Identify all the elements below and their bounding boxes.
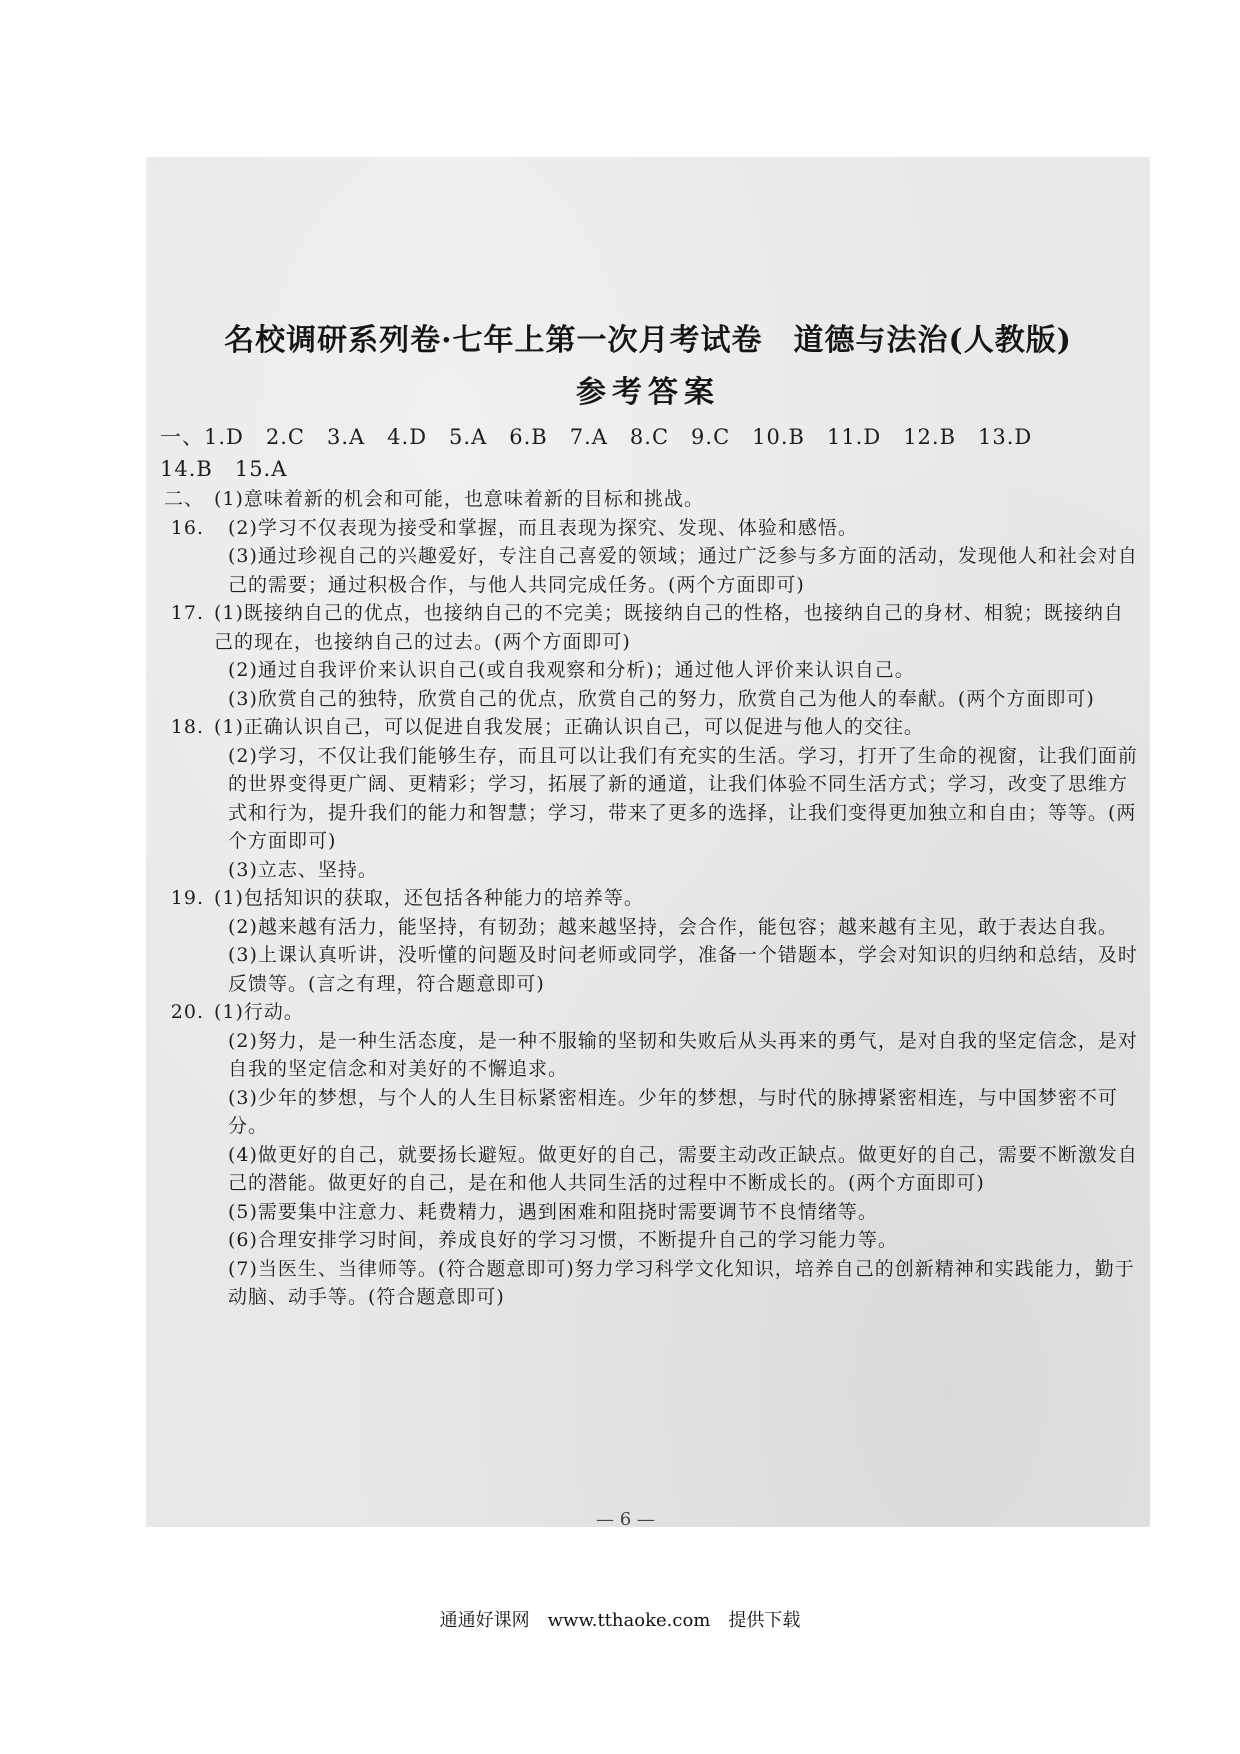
question-answer-body — [214, 485, 1150, 599]
answer-part: (1)行动。 — [214, 1001, 304, 1023]
question-answer-body — [214, 998, 1150, 1312]
answer-part: (1)包括知识的获取，还包括各种能力的培养等。 — [214, 887, 644, 909]
choice-answers-line-1: 一、1.D 2.C 3.A 4.D 5.A 6.B 7.A 8.C 9.C 10.B 11.D 12.B 13.D — [160, 425, 1033, 449]
answer-part: (2)通过自我评价来认识自己(或自我观察和分析)；通过他人评价来认识自己。 — [228, 659, 915, 681]
question-number: 19. — [170, 887, 204, 909]
answer-part: (6)合理安排学习时间，养成良好的学习习惯，不断提升自己的学习能力等。 — [228, 1229, 898, 1251]
question-number: 二、16. — [163, 488, 204, 539]
answer-part: (3)少年的梦想，与个人的人生目标紧密相连。少年的梦想，与时代的脉搏紧密相连，与中国梦密不可分。 — [228, 1086, 1118, 1137]
answer-question — [160, 884, 1150, 998]
answer-question — [160, 599, 1150, 713]
answer-part: (3)立志、坚持。 — [228, 858, 378, 881]
answer-part: (3)上课认真听讲，没听懂的问题及时问老师或同学，准备一个错题本，学会对知识的归纳和总结，及时反馈等。(言之有理，符合题意即可) — [228, 944, 1138, 995]
answer-question — [160, 485, 1150, 599]
answer-part: (4)做更好的自己，就要扬长避短。做更好的自己，需要主动改正缺点。做更好的自己，需要不断激发自己的潜能。做更好的自己，是在和他人共同生活的过程中不断成长的。(两个方面即可) — [228, 1143, 1138, 1194]
answer-part: (1)正确认识自己，可以促进自我发展；正确认识自己，可以促进与他人的交往。 — [214, 716, 924, 738]
answer-part: (3)欣赏自己的独特，欣赏自己的优点，欣赏自己的努力，欣赏自己为他人的奉献。(两个方面即可) — [228, 687, 1095, 710]
answer-part: (5)需要集中注意力、耗费精力，遇到困难和阻挠时需要调节不良情绪等。 — [228, 1200, 878, 1223]
answer-part: (1)意味着新的机会和可能，也意味着新的目标和挑战。 — [214, 488, 704, 510]
page-number: — 6 — — [596, 1509, 655, 1527]
question-answer-body — [214, 713, 1150, 884]
choice-answers-line-2: 14.B 15.A — [160, 457, 288, 481]
answer-list — [160, 485, 1150, 1312]
scanned-answer-sheet — [146, 157, 1150, 1527]
answer-part: (2)努力，是一种生活态度，是一种不服输的坚韧和失败后从头再来的勇气，是对自我的坚定信念，是对自我的坚定信念和对美好的不懈追求。 — [228, 1029, 1138, 1080]
question-number: 17. — [170, 602, 204, 624]
answer-part: (1)既接纳自己的优点，也接纳自己的不完美；既接纳自己的性格，也接纳自己的身材、相貌；既接纳自己的现在，也接纳自己的过去。(两个方面即可) — [214, 602, 1124, 653]
question-answer-body — [214, 884, 1150, 998]
question-number: 18. — [170, 716, 204, 738]
answer-part: (3)通过珍视自己的兴趣爱好，专注自己喜爱的领域；通过广泛参与多方面的活动，发现他人和社会对自己的需要；通过积极合作，与他人共同完成任务。(两个方面即可) — [228, 545, 1138, 596]
answer-part: (7)当医生、当律师等。(符合题意即可)努力学习科学文化知识，培养自己的创新精神和实践能力，勤于动脑、动手等。(符合题意即可) — [228, 1257, 1135, 1308]
document-subtitle: 参考答案 — [576, 375, 720, 410]
download-footer: 通通好课网 www.tthaoke.com 提供下载 — [439, 1610, 801, 1631]
answer-part: (2)越来越有活力，能坚持，有韧劲；越来越坚持，会合作，能包容；越来越有主见，敢于表达自我。 — [228, 915, 1118, 938]
document-title: 名校调研系列卷·七年上第一次月考试卷 道德与法治(人教版) — [224, 323, 1072, 358]
question-answer-body — [214, 599, 1150, 713]
answer-question — [160, 998, 1150, 1312]
answer-part: (2)学习，不仅让我们能够生存，而且可以让我们有充实的生活。学习，打开了生命的视窗，让我们面前的世界变得更广阔、更精彩；学习，拓展了新的通道，让我们体验不同生活方式；学习，改变了思维方式和行为，提升我们的能力和智慧；学习，带来了更多的选择，让我们变得更加独立和自由；等等。(两个方面即可) — [228, 744, 1138, 852]
answer-part: (2)学习不仅表现为接受和掌握，而且表现为探究、发现、体验和感悟。 — [228, 516, 858, 539]
answer-question — [160, 713, 1150, 884]
question-number: 20. — [170, 1001, 204, 1023]
